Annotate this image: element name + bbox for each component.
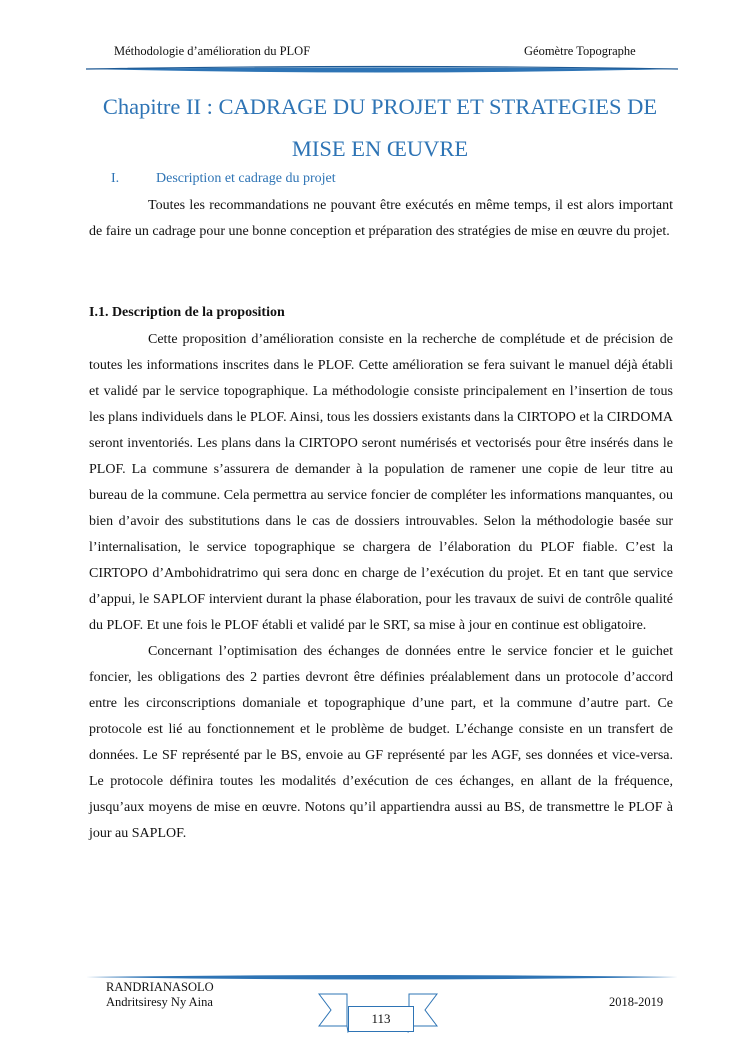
subsection-title: I.1. Description de la proposition [89, 305, 285, 320]
footer-year: 2018-2019 [609, 995, 664, 1009]
section-number: I. [111, 171, 120, 186]
body-paragraph-1: Cette proposition d’amélioration consiste en la recherche de complétude et de précision de toutes les informations inscrites dans le PLOF. Cette amélioration se fera suivant le manuel déjà établi et validé par le service topographique. La méthodologie consiste principalement en l’insertion de tous les plans individuels dans le PLOF. Ainsi, tous les dossiers existants dans la CIRTOPO et la CIRDOMA seront inventoriés. Les plans dans la CIRTOPO seront numérisés et vectorisés pour être insérés dans le PLOF. La commune s’assurera de demander à la population de ramener une copie de leur titre au bureau de la commune. Cela permettra au service foncier de compléter les informations manquantes, ou bien d’avoir des substitutions dans le cas de dossiers introuvables. Selon la méthodologie basée sur l’internalisation, le service topographique se chargera de l’élaboration du PLOF fiable. C’est la CIRTOPO d’Ambohidratrimo qui sera donc en charge de l’exécution du projet. Et en tant que service d’appui, le SAPLOF intervient durant la phase élaboration, pour les travaux de suivi de contrôle qualité du PLOF. Et une fois le PLOF établi et validé par le SRT, sa mise à jour en continue est obligatoire. [89, 332, 673, 633]
footer-author-surname: RANDRIANASOLO [106, 980, 214, 994]
running-header-subject: Géomètre Topographe [524, 44, 636, 58]
intro-paragraph: Toutes les recommandations ne pouvant être exécutés en même temps, il est alors important de faire un cadrage pour une bonne conception et préparation des stratégies de mise en œuvre du projet. [89, 198, 673, 239]
chapter-title-line-1: Chapitre II : CADRAGE DU PROJET ET STRATEGIES DE [102, 94, 658, 119]
section-title: Description et cadrage du projet [156, 171, 336, 186]
body-paragraph-2: Concernant l’optimisation des échanges de données entre le service foncier et le guichet foncier, les obligations des 2 parties devront être définies préalablement dans un protocole d’accord entre les circonscriptions domaniale et topographique d’une part, et la commune d’autre part. Ce protocole est lié au fonctionnement et le problème de budget. L’échange consiste en un transfert de données. Le SF représenté par le BS, envoie au GF représenté par les AGF, ses données et vice-versa. Le protocole définira toutes les modalités d’exécution de ces échanges, en allant de la fréquence, jusqu’aux moyens de mise en œuvre. Notons qu’il appartiendra aussi au BS, de transmettre le PLOF à jour au SAPLOF. [89, 644, 673, 841]
chapter-title-line-2: MISE EN ŒUVRE [291, 136, 469, 161]
header-divider [84, 63, 680, 77]
footer-author-given-name: Andritsiresy Ny Aina [106, 995, 213, 1009]
page-number: 113 [348, 1006, 414, 1032]
chapter-title [70, 86, 690, 170]
running-header-title: Méthodologie d’amélioration du PLOF [114, 44, 311, 58]
